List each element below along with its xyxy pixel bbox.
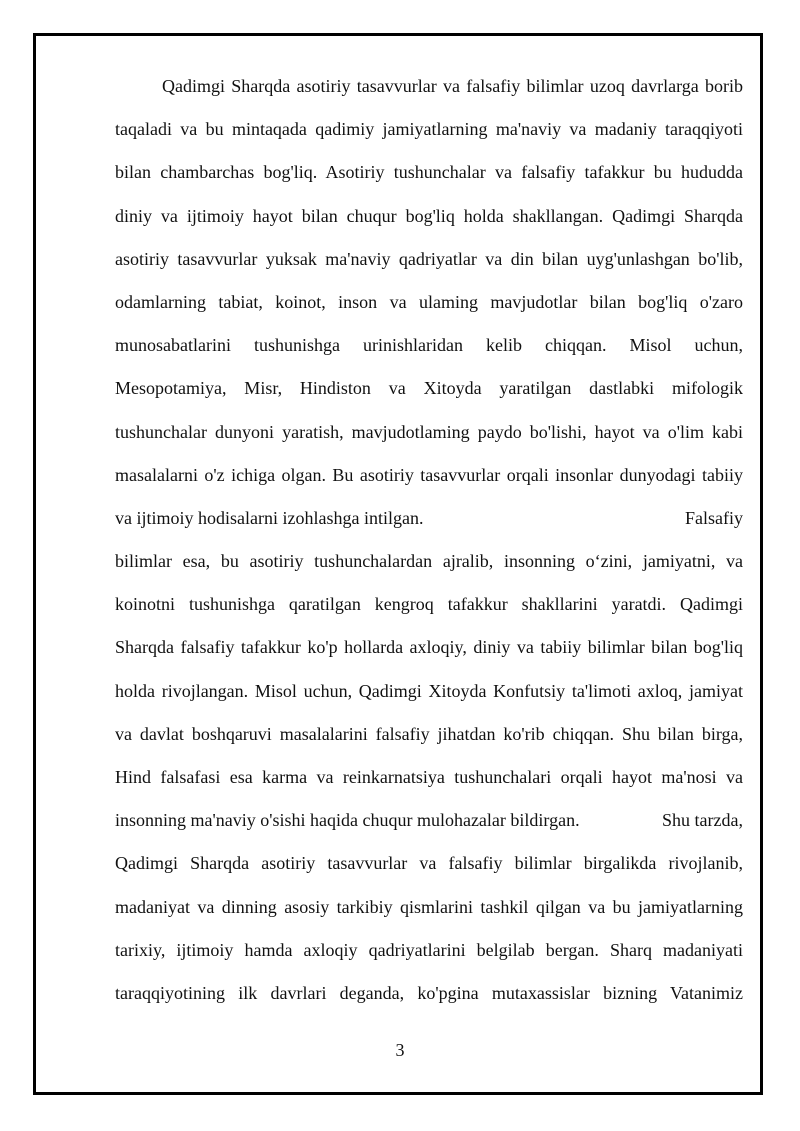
text-line: bilimlar esa, bu asotiriy tushunchalardan ajralib, insonning o‘zini, jamiyatni, va bbox=[115, 551, 743, 572]
text-line-right: Falsafiy bbox=[685, 507, 743, 528]
text-line bbox=[115, 500, 743, 543]
text-line: holda rivojlangan. Misol uchun, Qadimgi Xitoyda Konfutsiy ta'limoti axloq, jamiyat bbox=[115, 680, 743, 701]
text-line: madaniyat va dinning asosiy tarkibiy qismlarini tashkil qilgan va bu jamiyatlarning bbox=[115, 896, 743, 917]
text-line: bilan chambarchas bog'liq. Asotiriy tushunchalar va falsafiy tafakkur bu hududda bbox=[115, 162, 743, 183]
text-line: odamlarning tabiat, koinot, inson va ulaming mavjudotlar bilan bog'liq o'zaro bbox=[115, 291, 743, 312]
body-text bbox=[115, 68, 743, 1018]
text-line-left: insonning ma'naviy o'sishi haqida chuqur mulohazalar bildirgan. bbox=[115, 810, 580, 831]
text-line: taraqqiyotining ilk davrlari deganda, ko'pgina mutaxassislar bizning Vatanimiz bbox=[115, 982, 743, 1003]
text-line bbox=[115, 802, 743, 845]
text-line: diniy va ijtimoiy hayot bilan chuqur bog'liq holda shakllangan. Qadimgi Sharqda bbox=[115, 205, 743, 226]
text-line-left: va ijtimoiy hodisalarni izohlashga intilgan. bbox=[115, 507, 424, 528]
text-line: tarixiy, ijtimoiy hamda axloqiy qadriyatlarini belgilab bergan. Sharq madaniyati bbox=[115, 939, 743, 960]
text-line-right: Shu tarzda, bbox=[662, 810, 743, 831]
text-line: masalalarni o'z ichiga olgan. Bu asotiriy tasavvurlar orqali insonlar dunyodagi tabiiy bbox=[115, 464, 743, 485]
text-line: asotiriy tasavvurlar yuksak ma'naviy qadriyatlar va din bilan uyg'unlashgan bo'lib, bbox=[115, 248, 743, 269]
page-number: 3 bbox=[395, 1040, 405, 1060]
text-line: va davlat boshqaruvi masalalarini falsafiy jihatdan ko'rib chiqqan. Shu bilan birga, bbox=[115, 723, 743, 744]
text-line: Hind falsafasi esa karma va reinkarnatsiya tushunchalari orqali hayot ma'nosi va bbox=[115, 767, 743, 787]
text-line: Qadimgi Sharqda asotiriy tasavvurlar va falsafiy bilimlar birgalikda rivojlanib, bbox=[115, 853, 743, 874]
text-line: tushunchalar dunyoni yaratish, mavjudotlaming paydo bo'lishi, hayot va o'lim kabi bbox=[115, 421, 743, 442]
text-line: taqaladi va bu mintaqada qadimiy jamiyatlarning ma'naviy va madaniy taraqqiyoti bbox=[115, 119, 743, 140]
text-line: Sharqda falsafiy tafakkur ko'p hollarda axloqiy, diniy va tabiiy bilimlar bilan bog'liq bbox=[115, 637, 743, 658]
text-line: munosabatlarini tushunishga urinishlaridan kelib chiqqan. Misol uchun, bbox=[115, 335, 743, 356]
text-line: Qadimgi Sharqda asotiriy tasavvurlar va falsafiy bilimlar uzoq davrlarga borib bbox=[162, 76, 743, 96]
text-line: Mesopotamiya, Misr, Hindiston va Xitoyda yaratilgan dastlabki mifologik bbox=[115, 378, 743, 399]
text-line: koinotni tushunishga qaratilgan kengroq tafakkur shakllarini yaratdi. Qadimgi bbox=[115, 594, 743, 615]
